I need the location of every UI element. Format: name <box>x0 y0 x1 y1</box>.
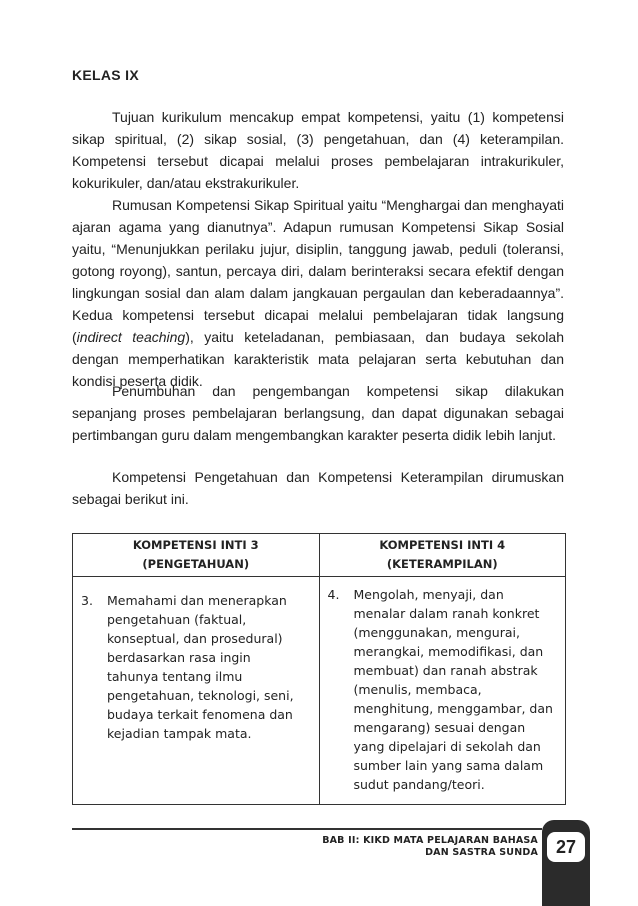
footer-line: DAN SASTRA SUNDA <box>425 847 538 858</box>
list-item <box>81 591 313 743</box>
paragraph-text: Rumusan Kompetensi Sikap Spiritual yaitu “Menghargai dan menghayati ajaran agama yang dianutnya”. Adapun rumusan Kompetensi Sikap Sosial yaitu, “Menunjukkan perilaku jujur, disiplin, tanggung jawab, peduli (toleransi, gotong royong), santun, percaya diri, dalam berinteraksi secara efektif dengan lingkungan sosial dan alam dalam jangkauan pergaulan dan keberadaannya”. Kedua kompetensi tersebut dicapai melalui pembelajaran tidak langsung ( <box>72 197 564 345</box>
item-number: 4. <box>327 587 340 602</box>
list-item <box>328 585 560 794</box>
paragraph-text: ), yaitu keteladanan, pembiasaan, dan budaya sekolah dengan memperhatikan karakteristik mata pelajaran serta kebutuhan dan kondisi peserta didik. <box>72 329 564 389</box>
section-heading: KELAS IX <box>72 67 139 83</box>
competency-table <box>72 533 566 805</box>
cell-ki3 <box>73 577 320 805</box>
item-number: 3. <box>81 593 93 608</box>
page-number: 27 <box>547 832 585 862</box>
table-header-row <box>73 534 566 577</box>
footer-line: BAB II: KIKD MATA PELAJARAN BAHASA <box>322 835 538 846</box>
header-ki3: KOMPETENSI INTI 3 (PENGETAHUAN) <box>73 534 320 577</box>
table-row <box>73 577 566 805</box>
item-text: Mengolah, menyaji, dan menalar dalam ranah konkret (menggunakan, mengurai, merangkai, memodifikasi, dan membuat) dan ranah abstrak (menulis, membaca, menghitung, menggambar, dan mengarang) sesuai dengan yang dipelajari di sekolah dan sumber lain yang sama dalam sudut pandang/teori. <box>353 587 553 792</box>
paragraph-intro-table: Kompetensi Pengetahuan dan Kompetensi Keterampilan dirumuskan sebagai berikut ini. <box>72 469 564 507</box>
footer-rule <box>72 828 542 830</box>
italic-term: indirect teaching <box>76 329 186 345</box>
footer-chapter-title <box>322 835 538 859</box>
header-ki4: KOMPETENSI INTI 4 (KETERAMPILAN) <box>319 534 566 577</box>
cell-ki4 <box>319 577 566 805</box>
item-text: Memahami dan menerapkan pengetahuan (faktual, konseptual, dan prosedural) berdasarkan rasa ingin tahunya tentang ilmu pengetahuan, teknologi, seni, budaya terkait fenomena dan kejadian tampak mata. <box>107 593 294 741</box>
paragraph-objectives: Tujuan kurikulum mencakup empat kompetensi, yaitu (1) kompetensi sikap spiritual, (2) sikap sosial, (3) pengetahuan, dan (4) keterampilan. Kompetensi tersebut dicapai melalui proses pembelajaran intrakurikuler, kokurikuler, dan/atau ekstrakurikuler. <box>72 109 564 191</box>
paragraph-attitude-development: Penumbuhan dan pengembangan kompetensi sikap dilakukan sepanjang proses pembelajaran berlangsung, dan dapat digunakan sebagai pertimbangan guru dalam mengembangkan karakter peserta didik lebih lanjut. <box>72 383 564 443</box>
paragraph-attitude-competence <box>72 194 564 392</box>
